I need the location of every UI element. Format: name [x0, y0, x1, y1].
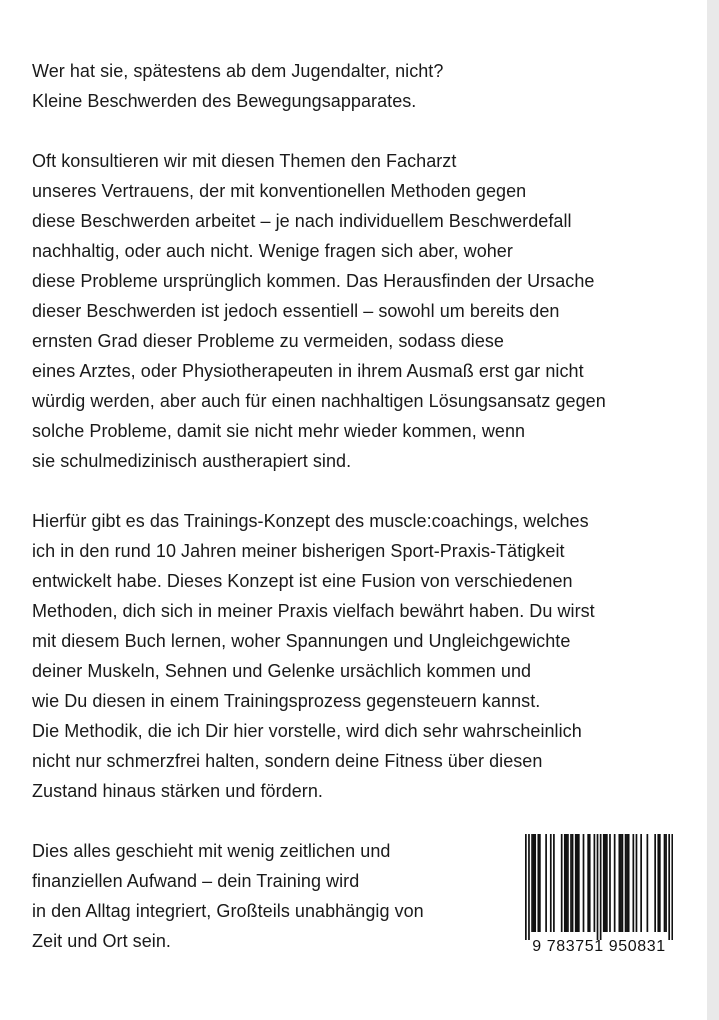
- barcode-bar: [597, 834, 599, 940]
- text-line: unseres Vertrauens, der mit konventionellen Methoden gegen: [32, 181, 527, 201]
- text-line: diese Beschwerden arbeitet – je nach individuellem Beschwerdefall: [32, 211, 572, 231]
- barcode-bar: [594, 834, 596, 932]
- barcode-bar: [604, 834, 606, 932]
- text-line: eines Arztes, oder Physiotherapeuten in ihrem Ausmaß erst gar nicht: [32, 361, 584, 381]
- barcode-bar: [528, 834, 530, 940]
- text-line: Methoden, dich sich in meiner Praxis vielfach bewährt haben. Du wirst: [32, 601, 595, 621]
- barcode-bar: [566, 834, 568, 932]
- text-line: finanziellen Aufwand – dein Training wird: [32, 871, 360, 891]
- text-line: Zeit und Ort sein.: [32, 931, 171, 951]
- page-edge-strip: [707, 0, 719, 1020]
- text-line: Wer hat sie, spätestens ab dem Jugendalter, nicht?: [32, 61, 444, 81]
- barcode-bar: [572, 834, 574, 932]
- barcode-bar: [654, 834, 656, 932]
- text-line: Dies alles geschieht mit wenig zeitlichen und: [32, 841, 391, 861]
- text-line: ernsten Grad dieser Probleme zu vermeiden, sodass diese: [32, 331, 504, 351]
- barcode-bar: [625, 834, 627, 932]
- text-line: würdig werden, aber auch für einen nachhaltigen Lösungsansatz gegen: [32, 391, 606, 411]
- barcode-bar: [525, 834, 527, 940]
- barcode-bar: [620, 834, 622, 932]
- barcode-bar: [537, 834, 539, 932]
- barcode-bar: [564, 834, 566, 932]
- text-line: dieser Beschwerden ist jedoch essentiell – sowohl um bereits den: [32, 301, 560, 321]
- barcode-bar: [618, 834, 620, 932]
- text-line: Die Methodik, die ich Dir hier vorstelle, wird dich sehr wahrscheinlich: [32, 721, 582, 741]
- barcode-bar: [606, 834, 608, 932]
- text-line: solche Probleme, damit sie nicht mehr wieder kommen, wenn: [32, 421, 526, 441]
- barcode-bar: [657, 834, 659, 932]
- barcode-bar: [647, 834, 649, 932]
- barcode-bar: [628, 834, 630, 932]
- text-line: wie Du diesen in einem Trainingsprozess gegensteuern kannst.: [32, 691, 541, 711]
- text-line: ich in den rund 10 Jahren meiner bisherigen Sport-Praxis-Tätigkeit: [32, 541, 565, 561]
- text-line: nicht nur schmerzfrei halten, sondern deine Fitness über diesen: [32, 751, 543, 771]
- barcode-bars: [525, 834, 673, 940]
- paragraph-1: [32, 56, 692, 116]
- barcode-bar: [550, 834, 552, 932]
- barcode-bar: [665, 834, 667, 932]
- barcode-bar: [622, 834, 624, 932]
- text-line: in den Alltag integriert, Großteils unabhängig von: [32, 901, 424, 921]
- barcode-bar: [561, 834, 563, 932]
- text-line: mit diesem Buch lernen, woher Spannungen und Ungleichgewichte: [32, 631, 571, 651]
- barcode-bar: [533, 834, 535, 932]
- text-line: entwickelt habe. Dieses Konzept ist eine Fusion von verschiedenen: [32, 571, 573, 591]
- barcode-digits: 9 783751 950831: [532, 938, 666, 955]
- text-line: nachhaltig, oder auch nicht. Wenige fragen sich aber, woher: [32, 241, 513, 261]
- barcode-bar: [576, 834, 578, 932]
- barcode-bar: [640, 834, 642, 932]
- barcode-bar: [545, 834, 547, 932]
- barcode-bar: [603, 834, 605, 932]
- text-line: Oft konsultieren wir mit diesen Themen den Facharzt: [32, 151, 457, 171]
- paragraph-2: [32, 146, 692, 476]
- barcode-bar: [632, 834, 634, 932]
- barcode-bar: [609, 834, 611, 932]
- barcode-bar: [671, 834, 673, 940]
- text-line: Zustand hinaus stärken und fördern.: [32, 781, 323, 801]
- text-line: diese Probleme ursprünglich kommen. Das Herausfinden der Ursache: [32, 271, 595, 291]
- text-line: sie schulmedizinisch austherapiert sind.: [32, 451, 352, 471]
- barcode-bar: [659, 834, 661, 932]
- barcode-bar: [600, 834, 602, 940]
- barcode-bar: [575, 834, 577, 932]
- barcode-bar: [553, 834, 555, 932]
- barcode-bar: [664, 834, 666, 932]
- barcode-bar: [570, 834, 572, 932]
- barcode-bar: [614, 834, 616, 932]
- barcode-bar: [539, 834, 541, 932]
- barcode-bar: [587, 834, 589, 932]
- barcode-bar: [578, 834, 580, 932]
- barcode-bar: [583, 834, 585, 932]
- barcode-bar: [531, 834, 533, 932]
- barcode-bar: [626, 834, 628, 932]
- barcode-bar: [668, 834, 670, 940]
- barcode-bar: [589, 834, 591, 932]
- isbn-barcode: [517, 830, 681, 968]
- text-line: deiner Muskeln, Sehnen und Gelenke ursächlich kommen und: [32, 661, 532, 681]
- barcode-bar: [534, 834, 536, 932]
- barcode-bar: [567, 834, 569, 932]
- text-line: Hierfür gibt es das Trainings-Konzept des muscle:coachings, welches: [32, 511, 589, 531]
- paragraph-3: [32, 506, 692, 806]
- barcode-bar: [636, 834, 638, 932]
- text-line: Kleine Beschwerden des Bewegungsapparates.: [32, 91, 417, 111]
